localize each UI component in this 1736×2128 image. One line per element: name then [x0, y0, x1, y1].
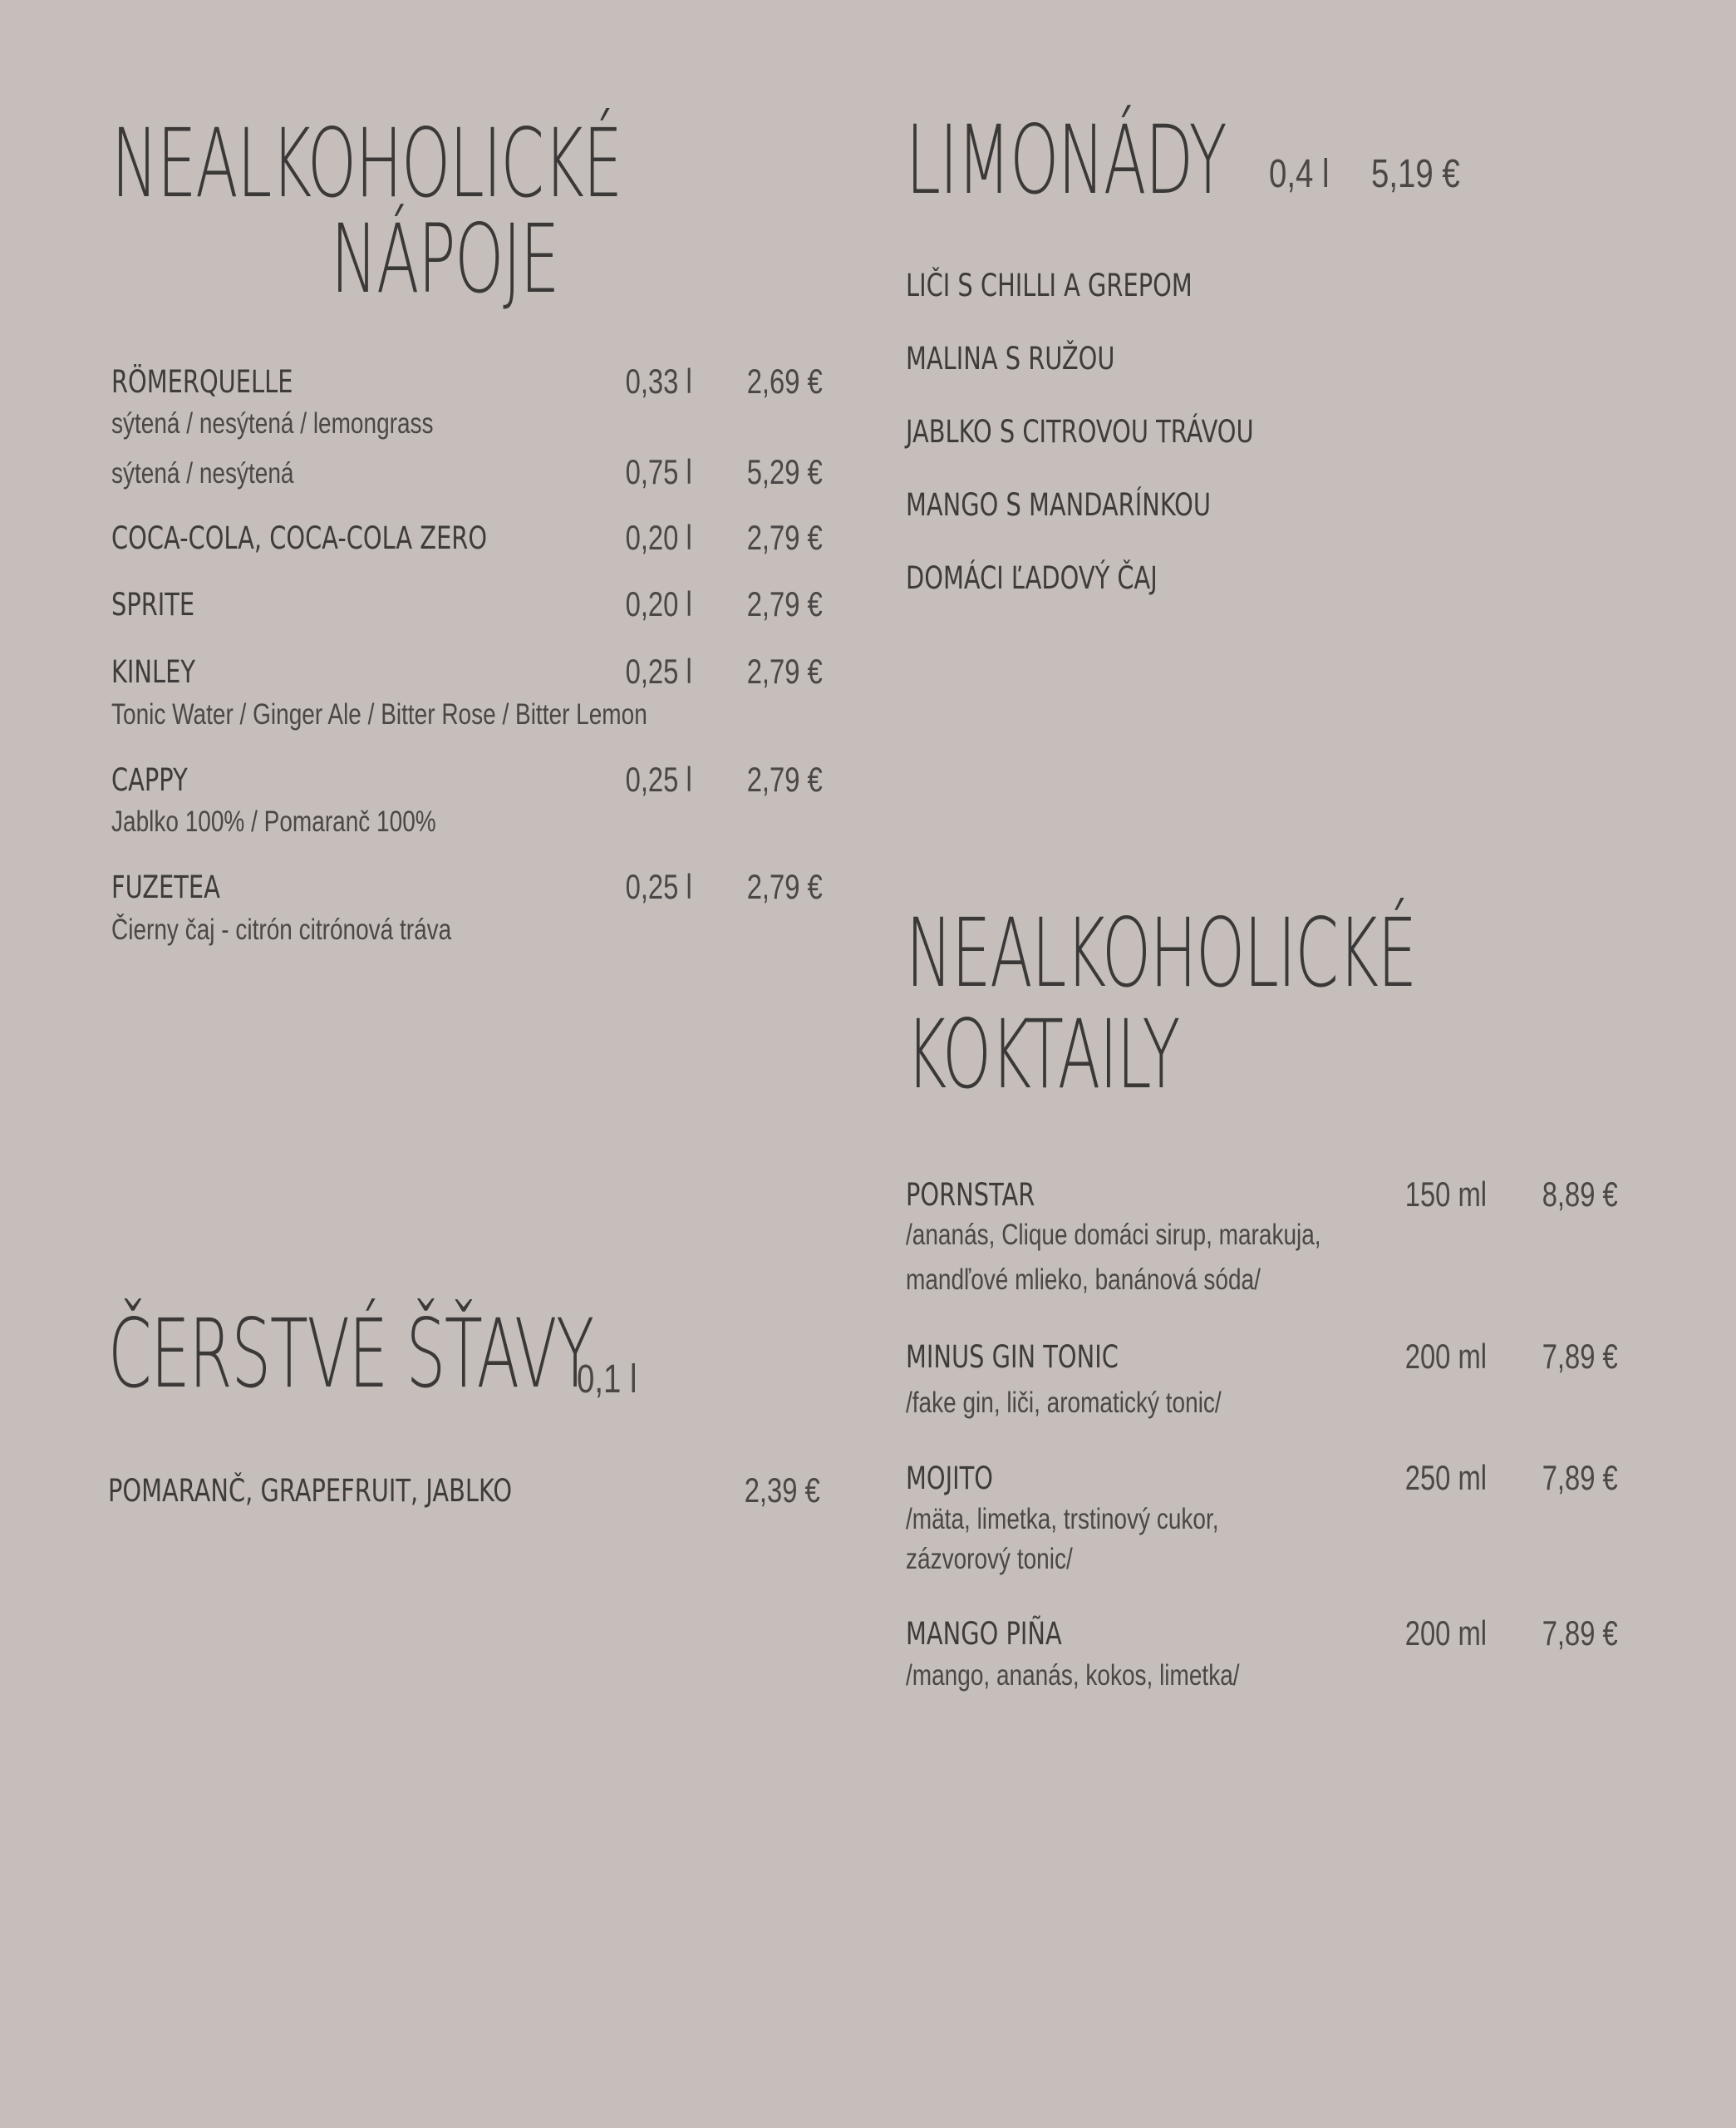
- item-volume: 0,25 l: [625, 760, 692, 799]
- item-name-coca-cola: COCA-COLA, COCA-COLA ZERO: [111, 520, 488, 556]
- item-volume: 200 ml: [1404, 1613, 1487, 1653]
- section-price: 5,19 €: [1371, 152, 1460, 196]
- item-name-mojito: MOJITO: [906, 1461, 993, 1496]
- item-price: 2,79 €: [746, 760, 823, 799]
- item-volume: 0,33 l: [625, 362, 692, 401]
- section-title-line1: NEALKOHOLICKÉ: [111, 108, 622, 219]
- item-volume: 0,20 l: [625, 584, 692, 623]
- item-name-kinley: KINLEY: [111, 654, 195, 690]
- item-price: 2,79 €: [746, 652, 823, 691]
- item-name-mango-pina: MANGO PIÑA: [906, 1616, 1062, 1652]
- item-desc: zázvorový tonic/: [906, 1543, 1073, 1575]
- item-desc: sýtená / nesýtená: [111, 457, 294, 490]
- section-title: LIMONÁDY: [906, 105, 1227, 215]
- item-price: 2,79 €: [746, 518, 823, 557]
- item-name-romerquelle: RÖMERQUELLE: [111, 364, 293, 400]
- item-price: 7,89 €: [1542, 1613, 1618, 1653]
- list-item: DOMÁCI ĽADOVÝ ČAJ: [906, 560, 1158, 596]
- list-item: JABLKO S CITROVOU TRÁVOU: [906, 414, 1254, 450]
- item-price: 7,89 €: [1542, 1458, 1618, 1497]
- item-price: 2,79 €: [746, 584, 823, 623]
- section-title-line2: KOKTAILY: [906, 999, 1180, 1110]
- item-volume: 200 ml: [1404, 1337, 1487, 1376]
- section-title: ČERSTVÉ ŠŤAVY: [108, 1298, 593, 1409]
- item-desc: mandľové mlieko, banánová sóda/: [906, 1264, 1261, 1296]
- list-item: POMARANČ, GRAPEFRUIT, JABLKO: [108, 1473, 513, 1509]
- list-item: MALINA S RUŽOU: [906, 341, 1115, 377]
- item-desc: Jablko 100% / Pomaranč 100%: [111, 805, 436, 838]
- item-name-fuzetea: FUZETEA: [111, 869, 220, 905]
- item-price: 8,89 €: [1542, 1175, 1618, 1214]
- item-desc: /mango, ananás, kokos, limetka/: [906, 1659, 1240, 1692]
- list-item: MANGO S MANDARÍNKOU: [906, 487, 1212, 523]
- list-item: LIČI S CHILLI A GREPOM: [906, 268, 1193, 303]
- item-name-sprite: SPRITE: [111, 587, 195, 623]
- item-desc: Tonic Water / Ginger Ale / Bitter Rose / Bitter Lemon: [111, 698, 647, 731]
- item-name-minus-gin-tonic: MINUS GIN TONIC: [906, 1339, 1119, 1375]
- item-volume: 150 ml: [1404, 1175, 1487, 1214]
- item-desc: /mäta, limetka, trstinový cukor,: [906, 1503, 1219, 1535]
- section-volume: 0,1 l: [577, 1357, 637, 1401]
- item-volume: 0,20 l: [625, 518, 692, 557]
- item-price: 5,29 €: [746, 452, 823, 491]
- item-price: 7,89 €: [1542, 1337, 1618, 1376]
- item-price: 2,39 €: [744, 1470, 820, 1510]
- section-title-line2: NÁPOJE: [331, 204, 559, 314]
- item-price: 2,69 €: [746, 362, 823, 401]
- section-title-line1: NEALKOHOLICKÉ: [906, 898, 1416, 1008]
- item-volume: 250 ml: [1404, 1458, 1487, 1497]
- item-desc: /fake gin, liči, aromatický tonic/: [906, 1387, 1222, 1419]
- item-desc: /ananás, Clique domáci sirup, marakuja,: [906, 1219, 1321, 1251]
- item-price: 2,79 €: [746, 867, 823, 906]
- item-desc: Čierny čaj - citrón citrónová tráva: [111, 914, 452, 946]
- item-name-pornstar: PORNSTAR: [906, 1177, 1035, 1213]
- item-volume: 0,25 l: [625, 867, 692, 906]
- item-volume: 0,25 l: [625, 652, 692, 691]
- item-desc: sýtená / nesýtená / lemongrass: [111, 407, 434, 440]
- item-name-cappy: CAPPY: [111, 762, 188, 798]
- item-volume: 0,75 l: [625, 452, 692, 491]
- section-volume: 0,4 l: [1269, 152, 1330, 196]
